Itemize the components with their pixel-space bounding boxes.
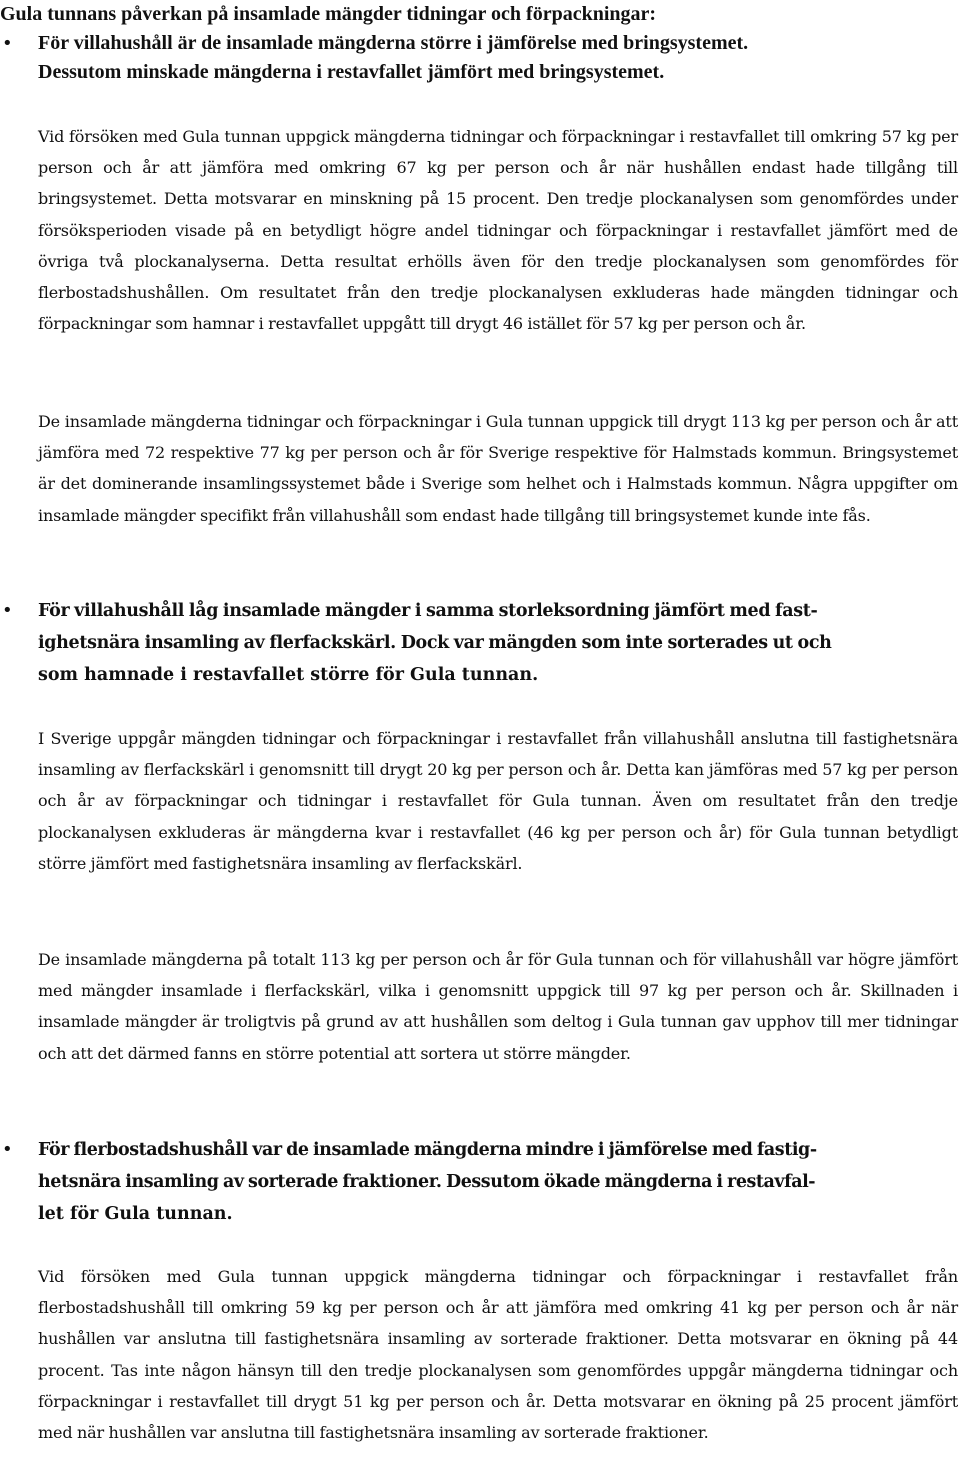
bullet-line: ighetsnära insamling av flerfackskärl. Dock var mängden som inte sorterades ut och [38, 633, 832, 653]
bullet-line: För villahushåll låg insamlade mängder i samma storleksordning jämfört med fast- [38, 601, 818, 621]
bullet-line: let för Gula tunnan. [38, 1204, 233, 1224]
bullet-line: som hamnade i restavfallet större för Gula tunnan. [38, 665, 539, 685]
body-paragraph: De insamlade mängderna på totalt 113 kg per person och år för Gula tunnan och för villahushåll var högre jämfört med mängder insamlade i flerfackskärl, vilka i genomsnitt uppgick till 97 kg per person och år. Skillnaden i insamlade mängder är troligtvis på grund av att hushållen som deltog i Gula tunnan gav upphov till mer tidningar och att det därmed fanns en större potential att sortera ut större mängder. [38, 950, 958, 1063]
bullet-icon: • [2, 1139, 13, 1160]
bullet-icon: • [2, 33, 13, 54]
bullet-item [0, 1134, 960, 1230]
bullet-line: För flerbostadshushåll var de insamlade mängderna mindre i jämförelse med fastig- [38, 1140, 817, 1160]
bullet-item [0, 595, 960, 691]
bullet-icon: • [2, 600, 13, 621]
bullet-line: hetsnära insamling av sorterade fraktioner. Dessutom ökade mängderna i restavfal- [38, 1172, 816, 1192]
body-paragraph: Vid försöken med Gula tunnan uppgick mängderna tidningar och förpackningar i restavfallet till omkring 57 kg per person och år att jämföra med omkring 67 kg per person och år när hushållen endast hade tillgång till bringsystemet. Detta motsvarar en minskning på 15 procent. Den tredje plockanalysen som genomfördes under försöksperioden visade på en betydligt högre andel tidningar och förpackningar i restavfallet jämfört med de övriga två plockanalyserna. Detta resultat erhölls även för den tredje plockanalysen som genomfördes för flerbostadshushållen. Om resultatet från den tredje plockanalysen exkluderas hade mängden tidningar och förpackningar som hamnar i restavfallet uppgått till drygt 46 istället för 57 kg per person och år. [38, 127, 958, 334]
bullet-line: Dessutom minskade mängderna i restavfallet jämfört med bringsystemet. [38, 61, 665, 83]
body-paragraph: Vid försöken med Gula tunnan uppgick mängderna tidningar och förpackningar i restavfallet från flerbostadshushåll till omkring 59 kg per person och år att jämföra med omkring 41 kg per person och år när hushållen var anslutna till fastighetsnära insamling av sorterade fraktioner. Detta motsvarar en ökning på 44 procent. Tas inte någon hänsyn till den tredje plockanalysen som genomfördes uppgår mängderna tidningar och förpackningar i restavfallet till drygt 51 kg per person och år. Detta motsvarar en ökning på 25 procent jämfört med när hushållen var anslutna till fastighetsnära insamling av sorterade fraktioner. [38, 1267, 958, 1443]
body-paragraph: De insamlade mängderna tidningar och förpackningar i Gula tunnan uppgick till drygt 113 kg per person och år att jämföra med 72 respektive 77 kg per person och år för Sverige respektive för Halmstads kommun. Bringsystemet är det dominerande insamlingssystemet både i Sverige som helhet och i Halmstads kommun. Några uppgifter om insamlade mängder specifikt från villahushåll som endast hade tillgång till bringsystemet kunde inte fås. [38, 412, 958, 525]
bullet-line: För villahushåll är de insamlade mängderna större i jämförelse med bringsystemet. [38, 32, 749, 54]
section-heading: Gula tunnans påverkan på insamlade mängder tidningar och förpackningar: [0, 3, 657, 25]
body-paragraph: I Sverige uppgår mängden tidningar och förpackningar i restavfallet från villahushåll anslutna till fastighetsnära insamling av flerfackskärl i genomsnitt till drygt 20 kg per person och år. Detta kan jämföras med 57 kg per person och år av förpackningar och tidningar i restavfallet för Gula tunnan. Även om resultatet från den tredje plockanalysen exkluderas är mängderna kvar i restavfallet (46 kg per person och år) för Gula tunnan betydligt större jämfört med fastighetsnära insamling av flerfackskärl. [38, 729, 958, 873]
bullet-item [0, 29, 960, 87]
